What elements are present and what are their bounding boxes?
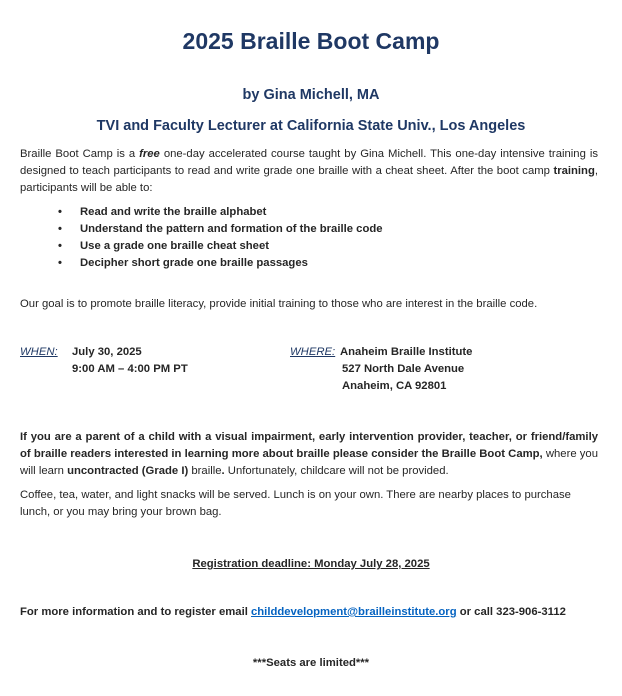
refreshments-paragraph: Coffee, tea, water, and light snacks will be served. Lunch is on your own. There are nearby places to purchase lunch, or you may bring your brown bag. bbox=[20, 489, 571, 518]
bullet-icon: • bbox=[58, 257, 62, 269]
list-item bbox=[58, 221, 578, 238]
intro-text-2: one-day accelerated course taught by Gina Michell. This one-day intensive training is designed to teach participants to read and write grade one braille with a cheat sheet. After the boot camp bbox=[20, 148, 598, 177]
affiliation: TVI and Faculty Lecturer at California State Univ., Los Angeles bbox=[96, 118, 526, 134]
event-date: July 30, 2025 bbox=[72, 346, 142, 358]
list-item-text: Understand the pattern and formation of the braille code bbox=[80, 223, 383, 235]
list-item-text: Use a grade one braille cheat sheet bbox=[80, 240, 269, 252]
venue-name: Anaheim Braille Institute bbox=[340, 346, 473, 358]
where-values bbox=[340, 344, 472, 395]
when-label: WHEN: bbox=[20, 346, 58, 358]
list-item-text: Read and write the braille alphabet bbox=[80, 206, 267, 218]
list-item bbox=[58, 238, 578, 255]
bullet-icon: • bbox=[58, 223, 62, 235]
audience-bold-3: . bbox=[221, 465, 225, 477]
seats-notice: ***Seats are limited*** bbox=[252, 657, 370, 669]
outcomes-list bbox=[58, 204, 578, 272]
venue-city: Anaheim, CA 92801 bbox=[342, 380, 447, 392]
audience-paragraph bbox=[20, 429, 598, 480]
goal-paragraph: Our goal is to promote braille literacy, provide initial training to those who are interest in the braille code. bbox=[20, 298, 538, 310]
intro-text-3: , participants will be able to: bbox=[20, 165, 598, 194]
intro-free: free bbox=[139, 148, 160, 160]
audience-text-2: braille bbox=[188, 465, 222, 477]
audience-text-1: where you will learn bbox=[20, 448, 599, 477]
list-item bbox=[58, 204, 578, 221]
intro-text-1: Braille Boot Camp is a bbox=[20, 148, 140, 160]
audience-bold-2: uncontracted (Grade I) bbox=[67, 465, 189, 477]
where-label: WHERE: bbox=[290, 346, 336, 358]
intro-training: training bbox=[553, 165, 595, 177]
intro-paragraph bbox=[20, 146, 598, 197]
bullet-icon: • bbox=[58, 240, 62, 252]
list-item-text: Decipher short grade one braille passages bbox=[80, 257, 308, 269]
list-item bbox=[58, 255, 578, 272]
audience-text-3: Unfortunately, childcare will not be provided. bbox=[224, 465, 449, 477]
bullet-icon: • bbox=[58, 206, 62, 218]
email-link[interactable]: childdevelopment@brailleinstitute.org bbox=[251, 606, 457, 618]
contact-text-post: or call 323-906-3112 bbox=[456, 606, 566, 618]
page-title: 2025 Braille Boot Camp bbox=[182, 28, 440, 54]
contact-text-pre: For more information and to register email bbox=[20, 606, 251, 618]
event-time: 9:00 AM – 4:00 PM PT bbox=[72, 363, 188, 375]
registration-deadline: Registration deadline: Monday July 28, 2025 bbox=[192, 558, 430, 570]
when-values bbox=[72, 344, 188, 378]
contact-info bbox=[20, 604, 610, 621]
venue-street: 527 North Dale Avenue bbox=[342, 363, 465, 375]
byline: by Gina Michell, MA bbox=[242, 87, 380, 103]
audience-bold-1: If you are a parent of a child with a visual impairment, early intervention provider, teacher, or friend/family of braille readers interested in learning more about braille please consider the Braille Boot Camp, bbox=[20, 431, 598, 460]
